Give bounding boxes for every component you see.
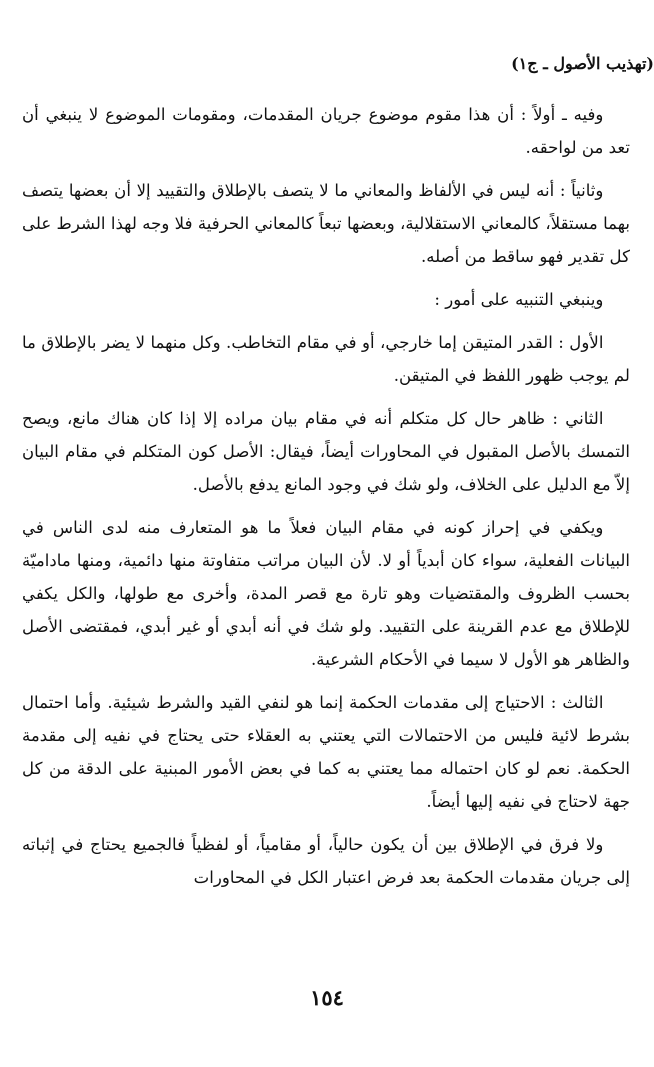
running-header: (تهذيب الأصول ـ ج١) [511,54,654,73]
paragraph-1: وفيه ـ أولاً : أن هذا مقوم موضوع جريان المقدمات، ومقومات الموضوع لا ينبغي أن تعد من لواحقه. [22,105,630,157]
paragraph-2: وثانياً : أنه ليس في الألفاظ والمعاني ما لا يتصف بالإطلاق والتقييد إلا أن بعضها يتصف بهما مستقلاً، كالمعاني الاستقلالية، وبعضها تبعاً كالمعاني الحرفية فلا وجه لهذا الشرط على كل تقدير فهو ساقط من أصله. [22,181,630,266]
paragraph-4: الأول : القدر المتيقن إما خارجي، أو في مقام التخاطب. وكل منهما لا يضر بالإطلاق ما لم يوجب ظهور اللفظ في المتيقن. [22,333,630,385]
paragraph-6: ويكفي في إحراز كونه في مقام البيان فعلاً ما هو المتعارف منه لدى الناس في البيانات الفعلية، سواء كان أبدياً أو لا. لأن البيان مراتب متفاوتة منها دائمية، ومنها ماداميّة بحسب الظروف والمقتضيات وهو تارة مع قصر المدة، وأخرى مع طولها، والكل يكفي للإطلاق مع عدم القرينة على التقييد. ولو شك في أنه أبدي أو غير أبدي، فمقتضى الأصل والظاهر هو الأول لا سيما في الأحكام الشرعية. [22,518,630,669]
page-number: ١٥٤ [310,985,344,1010]
paragraph-7: الثالث : الاحتياج إلى مقدمات الحكمة إنما هو لنفي القيد والشرط شيئية. وأما احتمال بشرط لائية فليس من الاحتمالات التي يعتني به العقلاء حتى يحتاج في نفيه إلى مقدمة الحكمة. نعم لو كان احتماله مما يعتني به كما في بعض الأمور المبنية على الدقة من كل جهة لاحتاج في نفيه إليها أيضاً. [22,693,630,811]
paragraph-5: الثاني : ظاهر حال كل متكلم أنه في مقام بيان مراده إلا إذا كان هناك مانع، ويصح التمسك بالأصل المقبول في المحاورات أيضاً، فيقال: الأصل كون المتكلم في مقام البيان إلاّ مع الدليل على الخلاف، ولو شك في وجود المانع يدفع بالأصل. [22,409,630,494]
paragraph-3: وينبغي التنبيه على أمور : [434,290,604,309]
paragraph-8: ولا فرق في الإطلاق بين أن يكون حالياً، أو مقامياً، أو لفظياً فالجميع يحتاج في إثباته إلى جريان مقدمات الحكمة بعد فرض اعتبار الكل في المحاورات [22,835,630,887]
body-text [22,98,630,904]
